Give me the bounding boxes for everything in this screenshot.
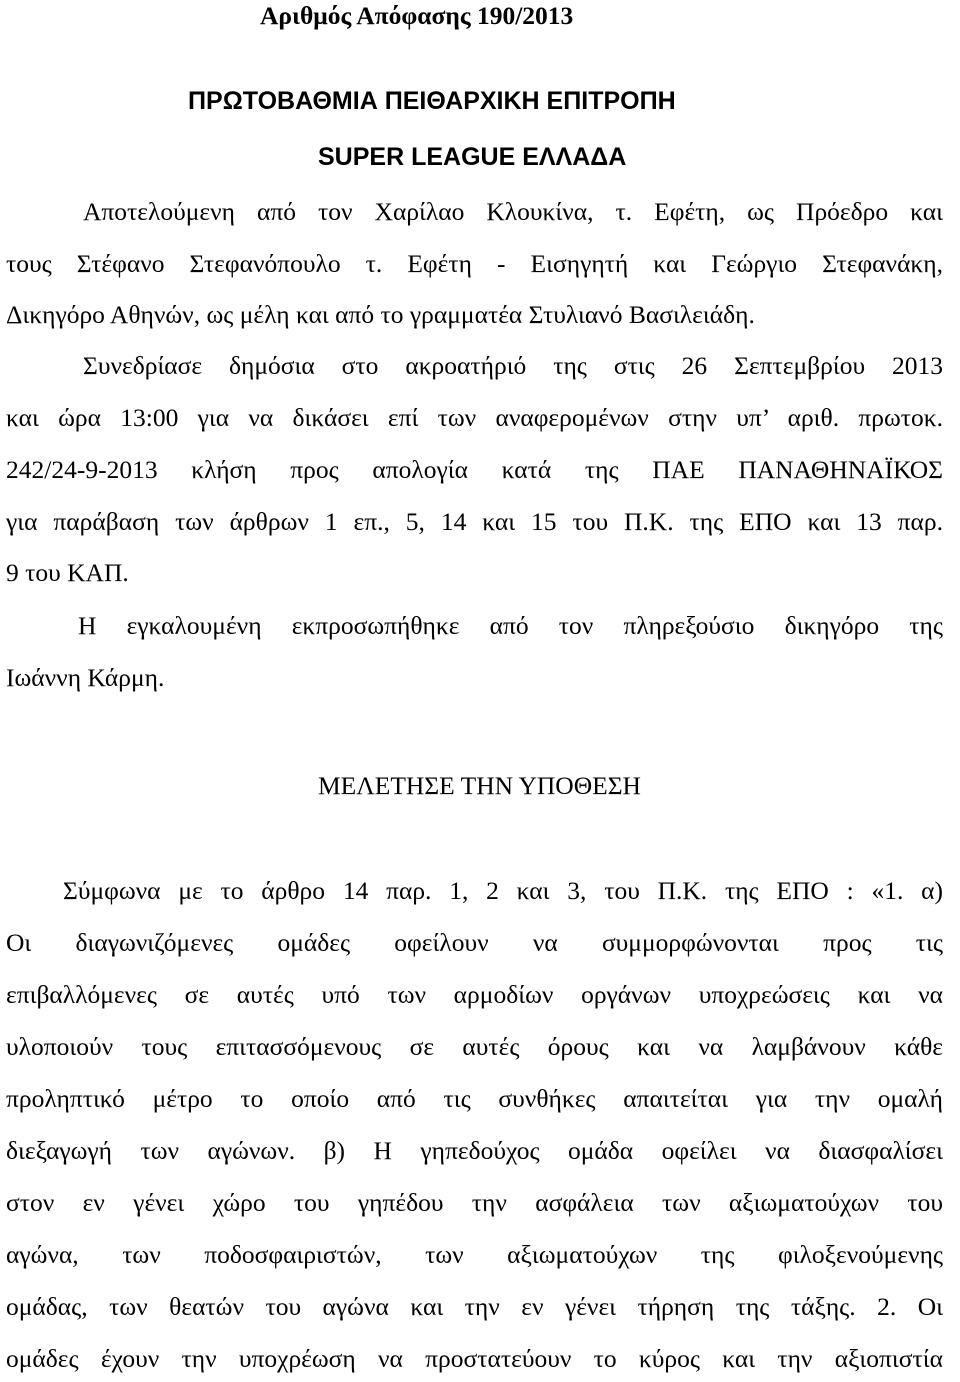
league-name: SUPER LEAGUE ΕΛΛΑΔΑ <box>318 143 627 171</box>
session-line: και ώρα 13:00 για να δικάσει επί των αναφερομένων στην υπ’ αριθ. πρωτοκ. <box>6 403 943 432</box>
composition-line: Αποτελούμενη από τον Χαρίλαο Κλουκίνα, τ. Εφέτη, ως Πρόεδρο και <box>83 197 943 226</box>
article-line: ομάδες έχουν την υποχρέωση να προστατεύουν το κύρος και την αξιοπιστία <box>6 1344 943 1373</box>
session-line: για παράβαση των άρθρων 1 επ., 5, 14 και 15 του Π.Κ. της ΕΠΟ και 13 παρ. <box>6 507 943 536</box>
session-line: 242/24-9-2013 κλήση προς απολογία κατά της ΠΑΕ ΠΑΝΑΘΗΝΑΪΚΟΣ <box>6 455 943 484</box>
representation-line: Η εγκαλουμένη εκπροσωπήθηκε από τον πληρεξούσιο δικηγόρο της <box>78 611 943 640</box>
article-line: ομάδας, των θεατών του αγώνα και την εν γένει τήρηση της τάξης. 2. Οι <box>6 1292 943 1321</box>
article-line: αγώνα, των ποδοσφαιριστών, των αξιωματούχων της φιλοξενούμενης <box>6 1240 943 1269</box>
section-heading: ΜΕΛΕΤΗΣΕ ΤΗΝ ΥΠΟΘΕΣΗ <box>318 771 641 800</box>
article-line: υλοποιούν τους επιτασσόμενους σε αυτές όρους και να λαμβάνουν κάθε <box>6 1032 943 1061</box>
composition-line: Δικηγόρο Αθηνών, ως μέλη και από το γραμματέα Στυλιανό Βασιλειάδη. <box>6 300 755 329</box>
article-line: επιβαλλόμενες σε αυτές υπό των αρμοδίων οργάνων υποχρεώσεις και να <box>6 980 943 1009</box>
article-line: προληπτικό μέτρο το οποίο από τις συνθήκες απαιτείται για την ομαλή <box>6 1084 943 1113</box>
session-line: 9 του ΚΑΠ. <box>6 558 129 587</box>
article-line: διεξαγωγή των αγώνων. β) Η γηπεδούχος ομάδα οφείλει να διασφαλίσει <box>6 1136 943 1165</box>
representation-line: Ιωάννη Κάρμη. <box>6 663 165 692</box>
decision-number: Αριθμός Απόφασης 190/2013 <box>260 1 574 30</box>
article-line: στον εν γένει χώρο του γηπέδου την ασφάλεια των αξιωματούχων του <box>6 1188 943 1217</box>
article-line: Οι διαγωνιζόμενες ομάδες οφείλουν να συμμορφώνονται προς τις <box>6 928 943 957</box>
article-line: Σύμφωνα με το άρθρο 14 παρ. 1, 2 και 3, του Π.Κ. της ΕΠΟ : «1. α) <box>63 876 943 905</box>
session-line: Συνεδρίασε δημόσια στο ακροατήριό της στις 26 Σεπτεμβρίου 2013 <box>83 351 943 380</box>
committee-name: ΠΡΩΤΟΒΑΘΜΙΑ ΠΕΙΘΑΡΧΙΚΗ ΕΠΙΤΡΟΠΗ <box>188 87 676 115</box>
composition-line: τους Στέφανο Στεφανόπουλο τ. Εφέτη - Εισηγητή και Γεώργιο Στεφανάκη, <box>6 249 943 278</box>
